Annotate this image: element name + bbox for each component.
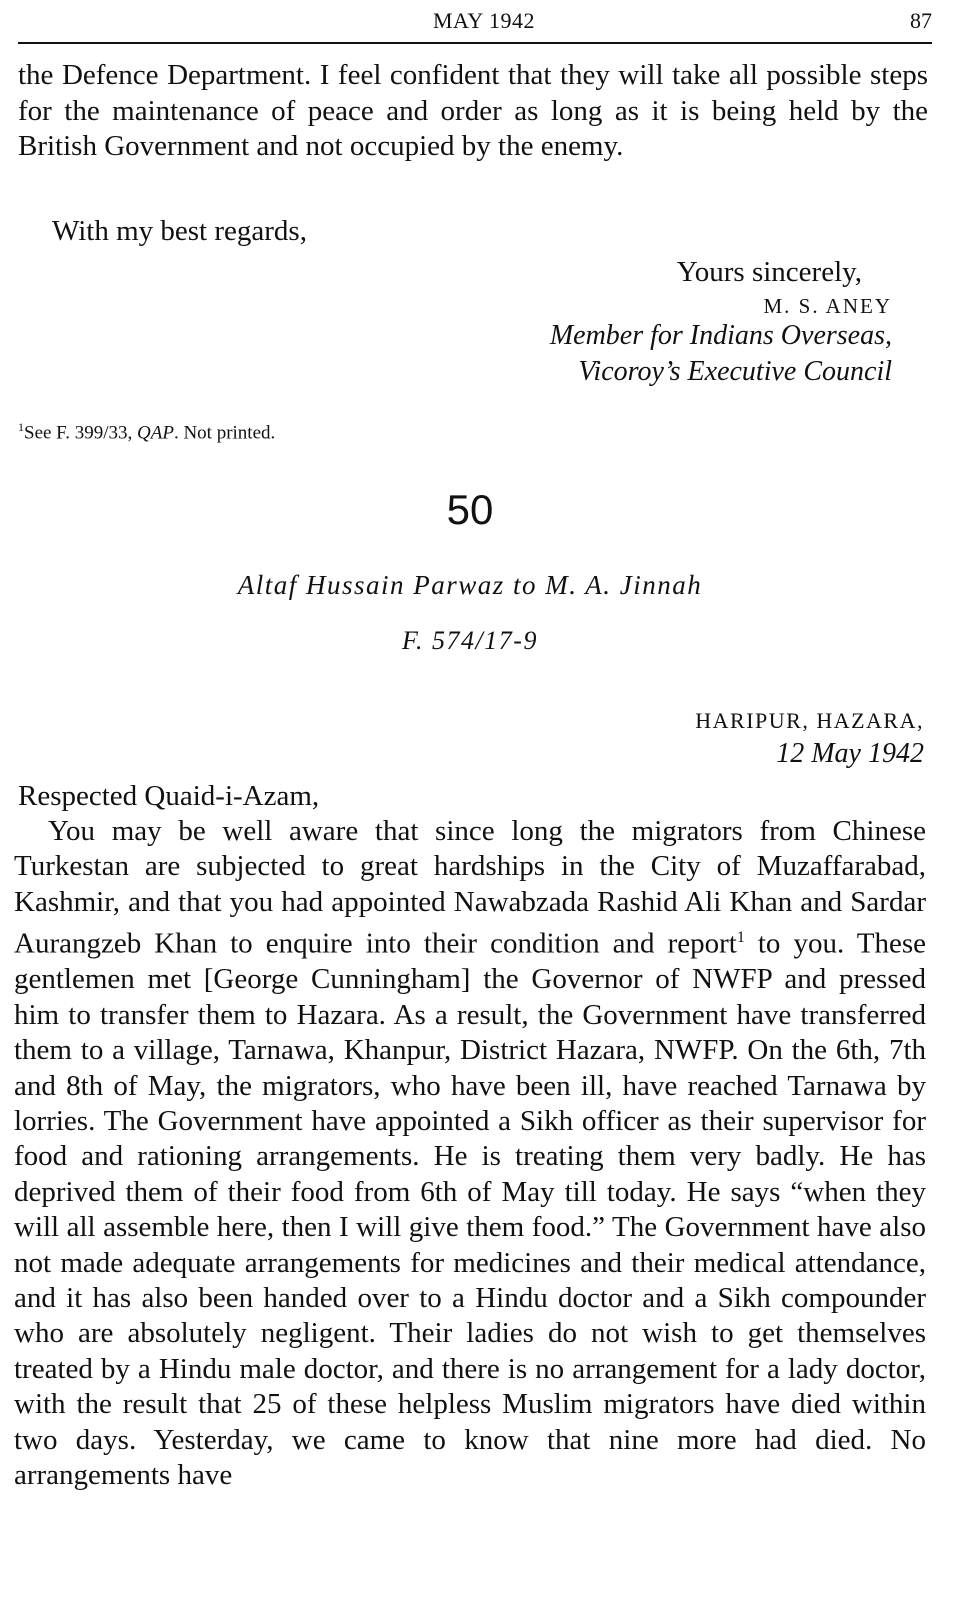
- letter-place: HARIPUR, HAZARA,: [695, 708, 924, 733]
- letter-date: 12 May 1942: [776, 738, 924, 769]
- continuation-paragraph: the Defence Department. I feel confident that they will take all possible steps for the maintenance of peace and order as long as it is being held by the British Government and not occupied by the enemy.: [18, 59, 928, 162]
- letter-salutation: Respected Quaid-i-Azam,: [18, 780, 320, 812]
- footnote-marker: 1: [18, 420, 24, 434]
- footnote-prefix: See F. 399/33,: [24, 422, 138, 444]
- note-marker: 1: [736, 929, 745, 947]
- document-number: 50: [446, 486, 494, 533]
- signature-council: Vicoroy’s Executive Council: [578, 356, 892, 387]
- document-file-reference: F. 574/17-9: [402, 626, 538, 655]
- document-heading: Altaf Hussain Parwaz to M. A. Jinnah: [237, 570, 703, 600]
- header-rule: [18, 42, 932, 44]
- running-header: [0, 6, 968, 34]
- closing-line: With my best regards,: [52, 215, 307, 247]
- footnote-suffix: . Not printed.: [173, 422, 276, 444]
- footnote: [18, 420, 275, 444]
- signature-name: M. S. ANEY: [763, 294, 892, 318]
- letter-body: [14, 814, 926, 1493]
- page-number: 87: [910, 8, 932, 33]
- letter-body-part-2: to you. These gentlemen met [George Cunningham] the Governor of NWFP and pressed him to transfer them to Hazara. As a result, the Government have transferred them to a village, Tarnawa, Khanpur, District Hazara, NWFP. On the 6th, 7th and 8th of May, the migrators, who have been ill, have reached Tarnawa by lorries. The Government have appointed a Sikh officer as their supervisor for food and rationing arrangements. He is treating them very badly. He has deprived them of their food from 6th of May till today. He says “when they will all assemble here, then I will give them food.” The Government have also not made adequate arrangements for medicines and their medical attendance, and it has also been handed over to a Hindu doctor and a Sikh compounder who are absolutely negligent. Their ladies do not wish to get themselves treated by a Hindu male doctor, and there is no arrangement for a lady doctor, with the result that 25 of these helpless Muslim migrators have died within two days. Yesterday, we came to know that nine more had died. No arrangements have: [14, 927, 926, 1491]
- footnote-source: QAP: [137, 422, 174, 444]
- running-title: MAY 1942: [432, 8, 535, 33]
- signature-valediction: Yours sincerely,: [676, 256, 862, 288]
- signature-role: Member for Indians Overseas,: [549, 320, 892, 351]
- letter-body-part-1: You may be well aware that since long the migrators from Chinese Turkestan are subjected to great hardships in the City of Muzaffarabad, Kashmir, and that you had appointed Nawabzada Rashid Ali Khan and Sardar Aurangzeb Khan to enquire into their condition and report: [14, 815, 926, 960]
